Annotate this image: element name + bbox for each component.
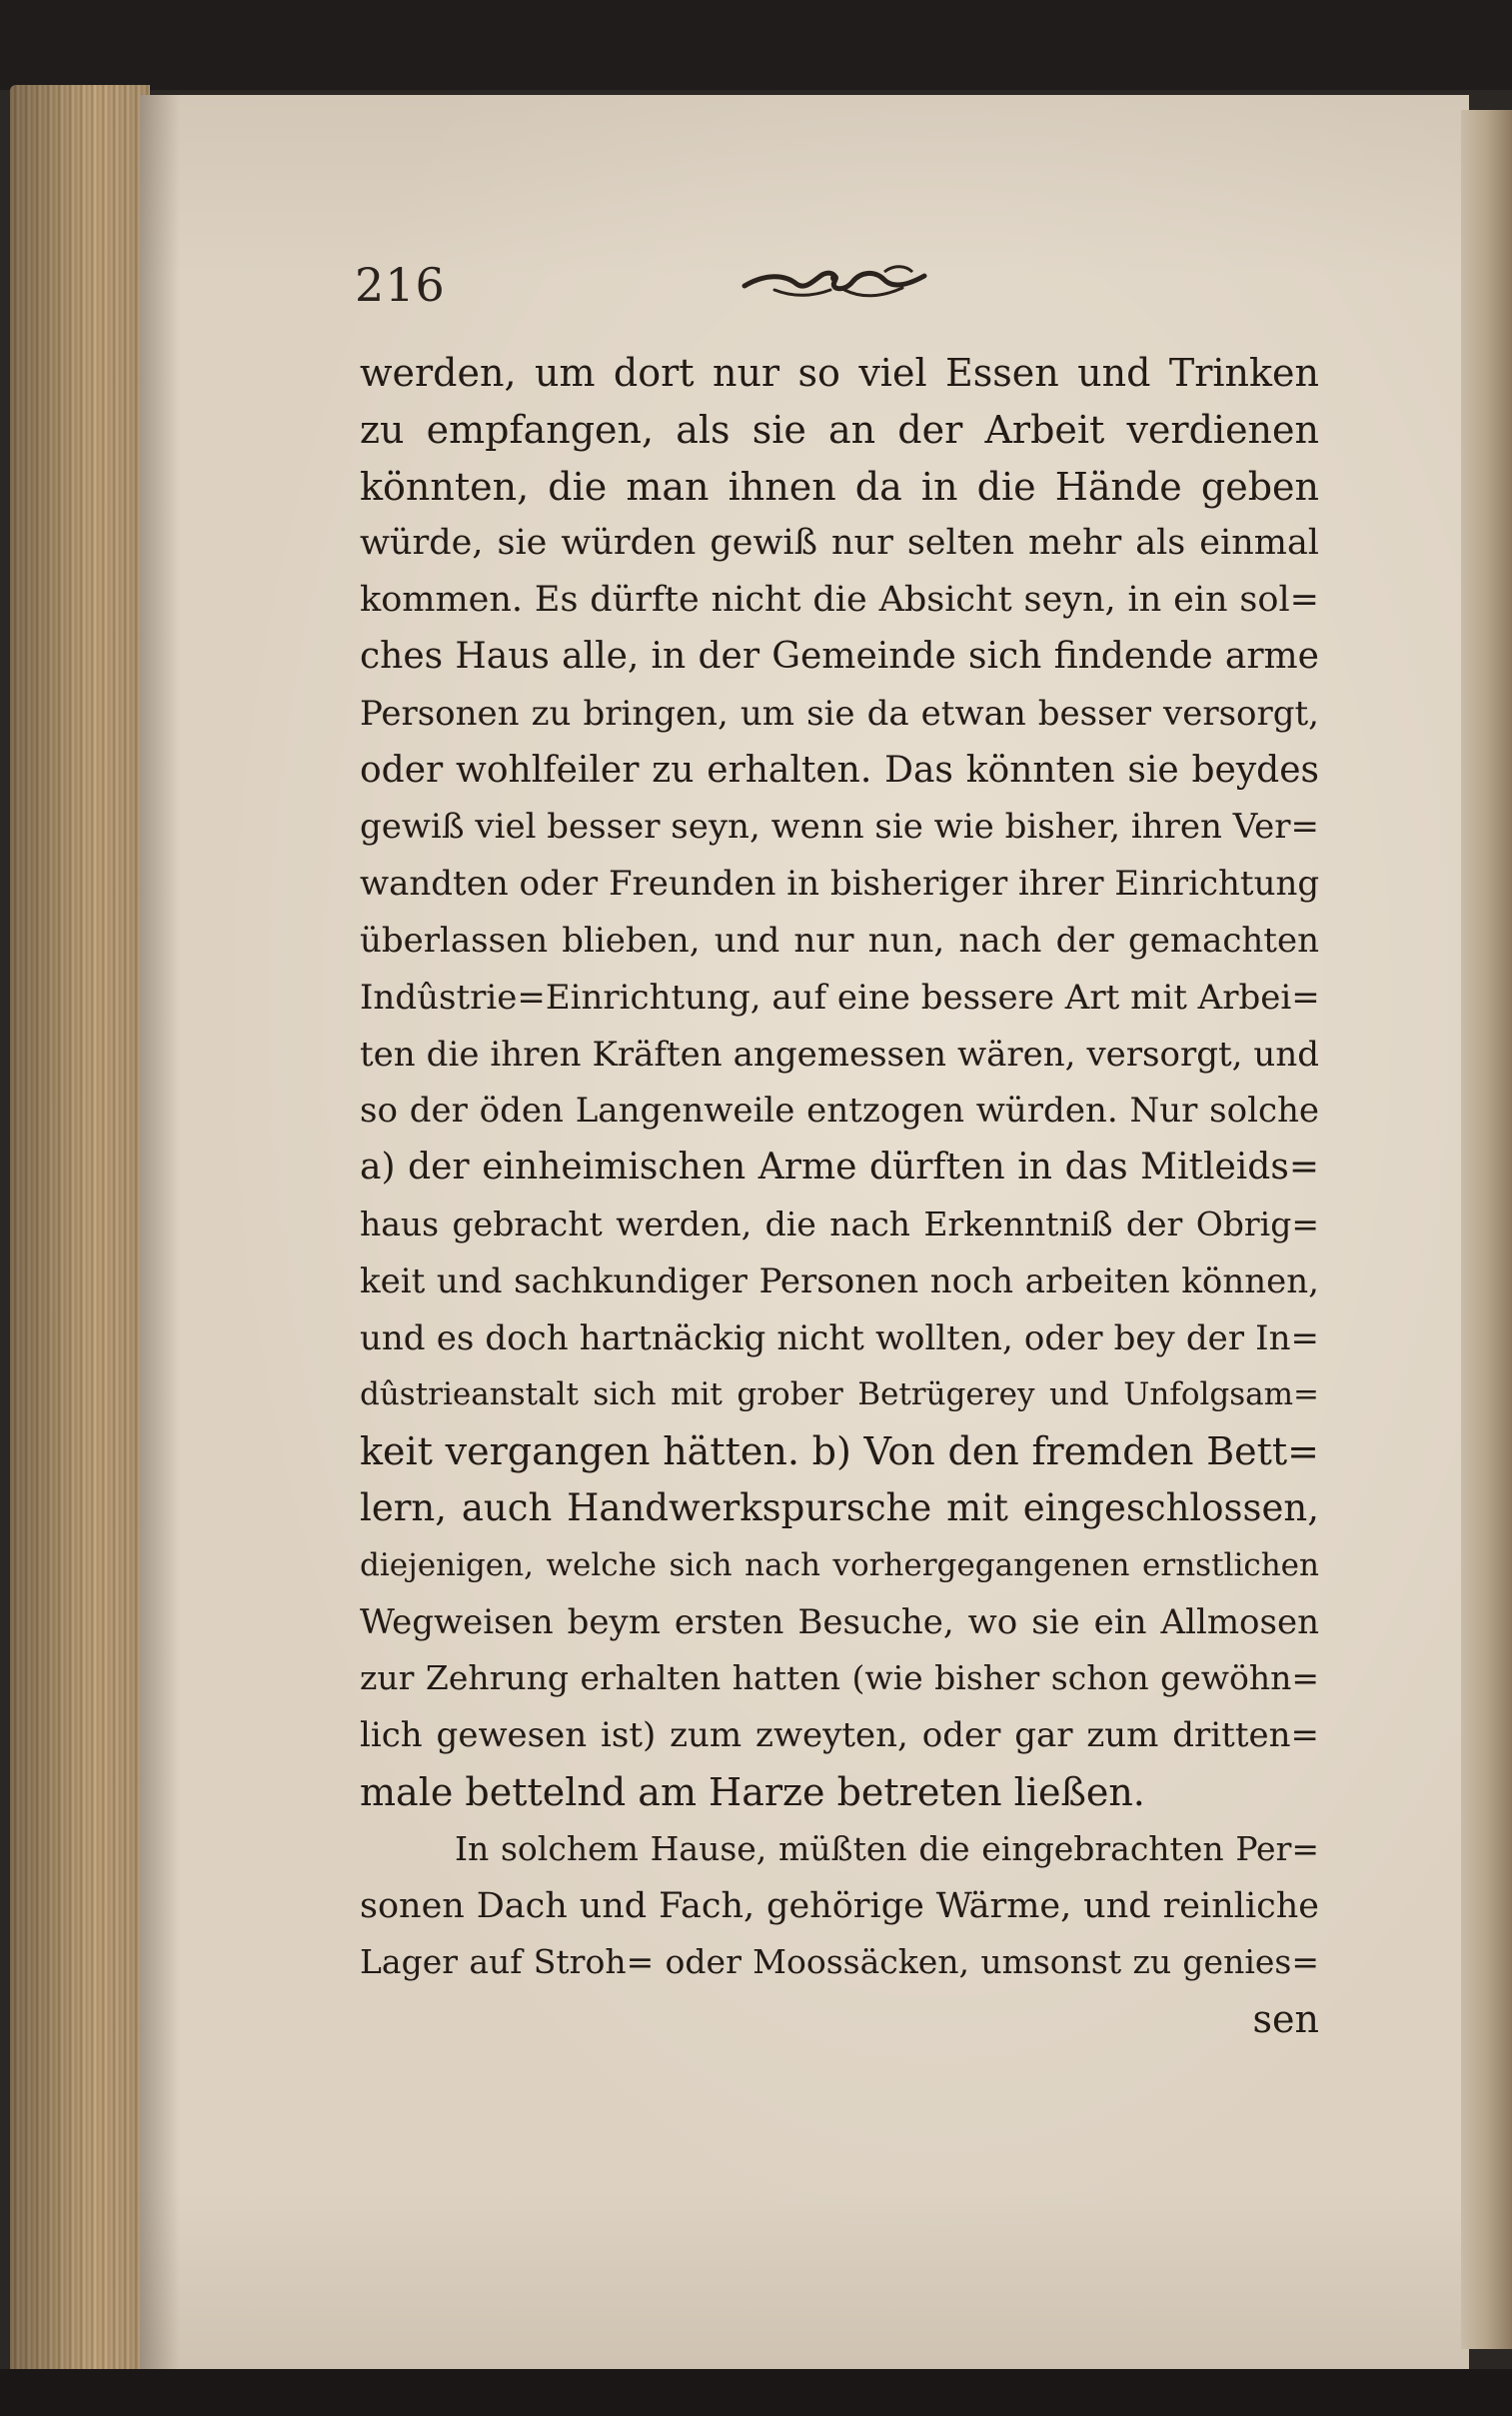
text-line: haus gebracht werden, die nach Erkenntniß der Obrig= <box>360 1204 1319 1243</box>
facing-page-edge <box>1461 110 1512 2349</box>
text-line: In solchem Hause, müßten die eingebrachten Per= <box>455 1828 1319 1868</box>
backdrop <box>0 0 1512 90</box>
text-line: Lager auf Stroh= oder Moossäcken, umsonst zu genies= <box>360 1942 1319 1982</box>
body-text <box>360 345 1319 2048</box>
text-line: ten die ihren Kräften angemessen wären, versorgt, und <box>360 1034 1319 1075</box>
text-line: Personen zu bringen, um sie da etwan besser versorgt, <box>360 693 1319 734</box>
text-line: könnten, die man ihnen da in die Hände geben <box>360 464 1319 509</box>
text-line: dûstrieanstalt sich mit grober Betrügerey und Unfolgsam= <box>360 1376 1319 1413</box>
text-line: kommen. Es dürfte nicht die Absicht seyn, in ein sol= <box>360 580 1319 621</box>
text-line: oder wohlfeiler zu erhalten. Das könnten sie beydes <box>360 749 1319 791</box>
ornament-icon <box>735 260 934 304</box>
text-line: lich gewesen ist) zum zweyten, oder gar zum dritten= <box>360 1715 1319 1756</box>
text-line: sonen Dach und Fach, gehörige Wärme, und reinliche <box>360 1885 1319 1926</box>
page-header <box>355 258 1254 328</box>
text-line: ches Haus alle, in der Gemeinde sich findende arme <box>360 635 1319 677</box>
text-line: und es doch hartnäckig nicht wollten, oder bey der In= <box>360 1317 1319 1358</box>
text-line: zur Zehrung erhalten hatten (wie bisher schon gewöhn= <box>360 1658 1319 1698</box>
text-line: male bettelnd am Harze betreten ließen. <box>360 1769 1145 1814</box>
text-line: keit und sachkundiger Personen noch arbeiten können, <box>360 1260 1319 1301</box>
gutter-shadow <box>140 95 180 2374</box>
text-line: werden, um dort nur so viel Essen und Trinken <box>360 351 1319 395</box>
text-line: Wegweisen beym ersten Besuche, wo sie ein Allmosen <box>360 1601 1319 1642</box>
text-line: überlassen blieben, und nur nun, nach der gemachten <box>360 920 1319 961</box>
text-line: a) der einheimischen Arme dürften in das Mitleids= <box>360 1147 1319 1189</box>
text-line: keit vergangen hätten. b) Von den fremden Bett= <box>360 1429 1319 1474</box>
text-line: so der öden Langenweile entzogen würden. Nur solche <box>360 1091 1319 1132</box>
page-edges-shadow <box>10 85 150 2374</box>
catchword: sen <box>1252 1997 1319 2042</box>
text-line: wandten oder Freunden in bisheriger ihrer Einrichtung <box>360 864 1320 905</box>
text-line: Indûstrie=Einrichtung, auf eine bessere Art mit Arbei= <box>360 977 1320 1018</box>
text-line: lern, auch Handwerkspursche mit eingeschlossen, <box>360 1485 1319 1529</box>
text-line: zu empfangen, als sie an der Arbeit verdienen <box>360 407 1319 452</box>
text-line: diejenigen, welche sich nach vorhergegangenen ernstlichen <box>360 1546 1319 1583</box>
page-number: 216 <box>355 258 446 312</box>
text-line: würde, sie würden gewiß nur selten mehr als einmal <box>360 523 1319 564</box>
text-line: gewiß viel besser seyn, wenn sie wie bisher, ihren Ver= <box>360 807 1319 848</box>
bottom-shadow <box>0 2369 1512 2416</box>
